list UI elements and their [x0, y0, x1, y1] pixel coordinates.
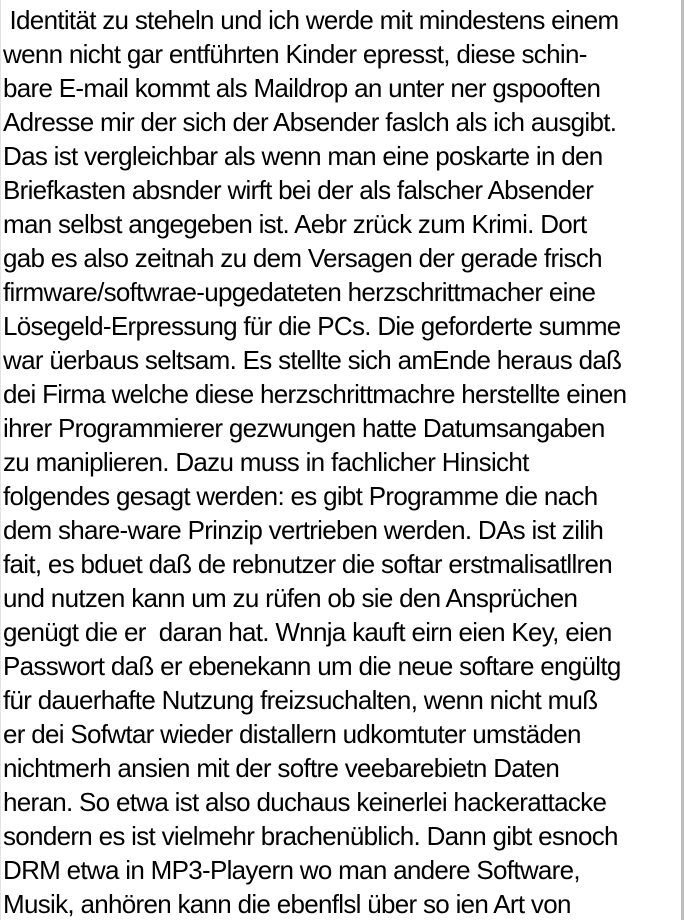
- text-line: firmware/softwrae-upgedateten herzschrittmacher eine: [3, 277, 596, 307]
- text-line: dem share-ware Prinzip vertrieben werden. DAs ist zilih: [3, 515, 604, 545]
- text-line: bare E-mail kommt als Maildrop an unter ner gspooften: [3, 73, 601, 103]
- text-line: Briefkasten absnder wirft bei der als falscher Absender: [3, 175, 594, 205]
- text-line: gab es also zeitnah zu dem Versagen der gerade frisch: [3, 243, 602, 273]
- text-line: Passwort daß er ebenekann um die neue softare engültg: [3, 651, 621, 681]
- text-line: DRM etwa in MP3-Playern wo man andere Software,: [3, 855, 580, 885]
- text-line: sondern es ist vielmehr brachenüblich. Dann gibt esnoch: [3, 821, 618, 851]
- text-line: dei Firma welche diese herzschrittmachre herstellte einen: [3, 379, 627, 409]
- text-line: Adresse mir der sich der Absender faslch als ich ausgibt.: [3, 107, 617, 137]
- text-line: wenn nicht gar entführten Kinder epresst, diese schin-: [3, 39, 587, 69]
- text-line: fait, es bduet daß de rebnutzer die softar erstmalisatllren: [3, 549, 613, 579]
- text-line: nichtmerh ansien mit der softre veebarebietn Daten: [3, 753, 560, 783]
- text-line: und nutzen kann um zu rüfen ob sie den Ansprüchen: [3, 583, 578, 613]
- text-line: zu maniplieren. Dazu muss in fachlicher Hinsicht: [3, 447, 529, 477]
- text-line: war üerbaus seltsam. Es stellte sich amEnde heraus daß: [3, 345, 622, 375]
- text-line: Lösegeld-Erpressung für die PCs. Die geforderte summe: [3, 311, 621, 341]
- text-line: Identität zu steheln und ich werde mit mindestens einem: [3, 5, 619, 35]
- text-line: man selbst angegeben ist. Aebr zrück zum Krimi. Dort: [3, 209, 587, 239]
- text-line: folgendes gesagt werden: es gibt Programme die nach: [3, 481, 598, 511]
- text-line: Musik, anhören kann die ebenflsl über so ien Art von: [3, 889, 571, 919]
- text-line: ihrer Programmierer gezwungen hatte Datumsangaben: [3, 413, 605, 443]
- text-line: genügt die er daran hat. Wnnja kauft eirn eien Key, eien: [3, 617, 612, 647]
- text-line: für dauerhafte Nutzung freizsuchalten, wenn nicht muß: [3, 685, 598, 715]
- text-line: er dei Sofwtar wieder distallern udkomtuter umstäden: [3, 719, 581, 749]
- text-line: heran. So etwa ist also duchaus keinerlei hackerattacke: [3, 787, 607, 817]
- body-text: [3, 3, 680, 920]
- text-line: Das ist vergleichbar als wenn man eine poskarte in den: [3, 141, 603, 171]
